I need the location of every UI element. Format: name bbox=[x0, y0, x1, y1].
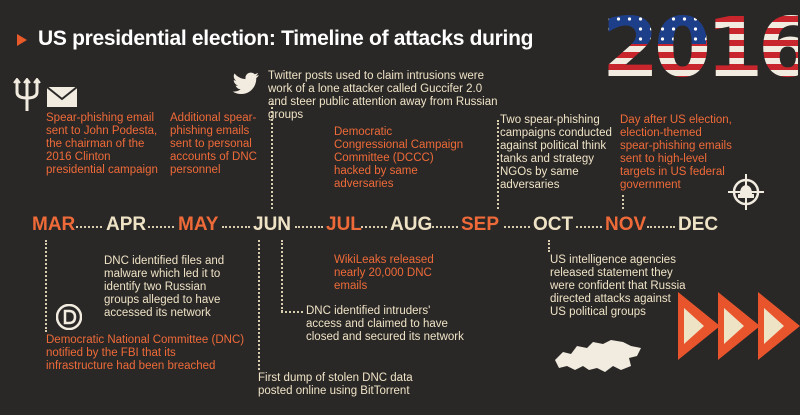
event-jun-guccifer: Twitter posts used to claim intrusions were work of a lone attacker called Guccifer 2.0 and steer public attention away from Russian groups bbox=[268, 70, 498, 121]
russia-map-icon bbox=[553, 336, 643, 376]
leader-line-jun-bend bbox=[281, 311, 303, 313]
month-label-may: MAY bbox=[178, 214, 219, 235]
event-jun-bittorrent: First dump of stolen DNC data posted online using BitTorrent bbox=[258, 372, 413, 397]
timeline-connector bbox=[576, 226, 602, 228]
democrat-d-icon bbox=[56, 304, 82, 330]
leader-line-oct-down bbox=[548, 240, 550, 252]
month-label-jun: JUN bbox=[253, 214, 292, 235]
title-bullet-icon bbox=[17, 34, 27, 46]
capitol-dome-icon bbox=[734, 180, 758, 204]
event-apr-dnc-files: DNC identified files and malware which led it to identify two Russian groups alleged to have accessed its network bbox=[104, 255, 225, 319]
month-label-mar: MAR bbox=[32, 214, 76, 235]
month-label-sep: SEP bbox=[461, 214, 500, 235]
timeline-connector bbox=[76, 226, 102, 228]
event-oct-intelligence: US intelligence agencies released statement they were confident that Russia directed attacks against US political groups bbox=[550, 254, 686, 318]
event-jun-secured: DNC identified intruders' access and claimed to have closed and secured its network bbox=[306, 305, 464, 343]
event-nov-federal: Day after US election, election-themed spear-phishing emails sent to high-level targets in US federal government bbox=[620, 114, 732, 191]
month-label-dec: DEC bbox=[678, 214, 719, 235]
month-label-jul: JUL bbox=[326, 214, 362, 235]
timeline-connector bbox=[295, 226, 323, 228]
event-mar-fbi-notice: Democratic National Committee (DNC) notified by the FBI that its infrastructure had been breached bbox=[46, 334, 245, 372]
leader-line-aug-up bbox=[497, 120, 499, 209]
timeline-connector bbox=[504, 226, 530, 228]
timeline-connector bbox=[647, 226, 675, 228]
envelope-icon bbox=[46, 86, 78, 108]
leader-line-jun-up bbox=[271, 103, 273, 209]
year-2016-graphic bbox=[602, 4, 798, 82]
page-title: US presidential election: Timeline of attacks during bbox=[38, 27, 534, 50]
timeline-connector bbox=[148, 226, 174, 228]
leader-line-mar-down bbox=[45, 240, 47, 332]
event-aug-think-tanks: Two spear-phishing campaigns conducted against political think tanks and strategy NGOs by same adversaries bbox=[500, 114, 612, 191]
leader-line-nov-up bbox=[622, 195, 624, 209]
leader-line-jun-down-2 bbox=[281, 240, 283, 312]
timeline-connector bbox=[432, 226, 458, 228]
twitter-bird-icon bbox=[232, 72, 260, 96]
leader-line-jun-down-1 bbox=[258, 240, 260, 370]
chevron-arrows-icon bbox=[678, 292, 800, 360]
month-label-apr: APR bbox=[106, 214, 147, 235]
event-jul-wikileaks: WikiLeaks released nearly 20,000 DNC emails bbox=[334, 254, 434, 292]
month-label-oct: OCT bbox=[533, 214, 574, 235]
event-may-spear-phishing: Additional spear-phishing emails sent to personal accounts of DNC personnel bbox=[170, 112, 257, 176]
event-mar-podesta: Spear-phishing email sent to John Podesta, the chairman of the 2016 Clinton presidential campaign bbox=[46, 112, 158, 176]
event-jul-dccc: Democratic Congressional Campaign Committee (DCCC) hacked by same adversaries bbox=[334, 126, 464, 190]
month-label-aug: AUG bbox=[390, 214, 433, 235]
timeline-connector bbox=[222, 226, 250, 228]
month-label-nov: NOV bbox=[605, 214, 647, 235]
pitchfork-icon bbox=[13, 78, 41, 112]
timeline-connector bbox=[361, 226, 387, 228]
